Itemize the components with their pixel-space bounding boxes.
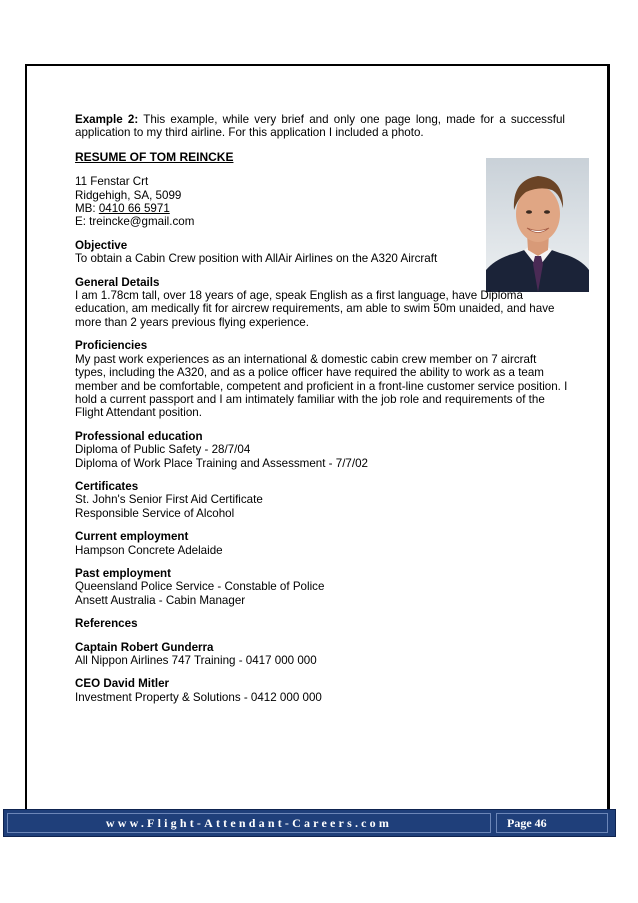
intro-text: This example, while very brief and only one page long, made for a successful application to my third airline. For this application I included a photo. bbox=[75, 113, 566, 140]
objective-heading: Objective bbox=[75, 238, 128, 252]
mobile-line bbox=[75, 202, 565, 215]
current-employment-heading: Current employment bbox=[75, 530, 189, 544]
reference-1-name: Captain Robert Gunderra bbox=[75, 640, 214, 654]
past-employment-line-1: Queensland Police Service - Constable of Police bbox=[75, 580, 325, 594]
general-details-line-2: education, am medically fit for aircrew requirements, am able to swim 50m unaided, and have bbox=[75, 302, 555, 316]
education-line-2: Diploma of Work Place Training and Assessment - 7/7/02 bbox=[75, 456, 368, 470]
address-line-1: 11 Fenstar Crt bbox=[75, 175, 149, 189]
current-employment-section bbox=[75, 530, 565, 557]
references-section bbox=[75, 617, 565, 630]
general-details-heading: General Details bbox=[75, 275, 160, 289]
certificates-heading: Certificates bbox=[75, 479, 139, 493]
past-employment-section bbox=[75, 567, 565, 607]
reference-2 bbox=[75, 677, 565, 704]
footer-website-link[interactable]: www.Flight-Attendant-Careers.com bbox=[7, 813, 491, 833]
email-line[interactable]: E: treincke@gmail.com bbox=[75, 215, 195, 229]
general-details-section bbox=[75, 276, 565, 330]
resume-content bbox=[75, 113, 568, 714]
page-footer bbox=[3, 809, 616, 837]
proficiencies-section bbox=[75, 339, 568, 420]
mobile-number-link[interactable]: 0410 66 5971 bbox=[98, 202, 170, 216]
education-line-1: Diploma of Public Safety - 28/7/04 bbox=[75, 443, 251, 457]
reference-2-detail: Investment Property & Solutions - 0412 000 000 bbox=[75, 690, 322, 704]
education-section bbox=[75, 430, 565, 470]
reference-2-name: CEO David Mitler bbox=[75, 677, 170, 691]
general-details-line-3: more than 2 years previous flying experience. bbox=[75, 315, 309, 329]
reference-1 bbox=[75, 641, 565, 668]
proficiencies-line-5: Flight Attendant position. bbox=[75, 406, 202, 420]
proficiencies-heading: Proficiencies bbox=[75, 339, 148, 353]
proficiencies-line-1: My past work experiences as an international & domestic cabin crew member on 7 aircraft bbox=[75, 352, 537, 366]
past-employment-heading: Past employment bbox=[75, 566, 171, 580]
reference-1-detail: All Nippon Airlines 747 Training - 0417 000 000 bbox=[75, 654, 317, 667]
proficiencies-line-3: member and be comfortable, competent and proficient in a front-line customer service position. I bbox=[75, 379, 568, 393]
education-heading: Professional education bbox=[75, 429, 203, 443]
certificates-section bbox=[75, 480, 565, 520]
mobile-label: MB: bbox=[75, 202, 99, 216]
footer-page-number: Page 46 bbox=[496, 813, 608, 833]
contact-block bbox=[75, 175, 565, 229]
resume-title: RESUME OF TOM REINCKE bbox=[75, 149, 234, 164]
past-employment-line-2: Ansett Australia - Cabin Manager bbox=[75, 593, 246, 607]
current-employment-line-1: Hampson Concrete Adelaide bbox=[75, 543, 223, 557]
general-details-line-1: I am 1.78cm tall, over 18 years of age, speak English as a first language, have Diploma bbox=[75, 289, 523, 303]
certificates-line-1: St. John's Senior First Aid Certificate bbox=[75, 493, 263, 507]
certificates-line-2: Responsible Service of Alcohol bbox=[75, 506, 235, 520]
proficiencies-line-4: hold a current passport and I am intimately familiar with the job role and requirements of the bbox=[75, 392, 545, 406]
objective-section bbox=[75, 239, 565, 266]
intro-label: Example 2: bbox=[75, 113, 139, 126]
address-line-2: Ridgehigh, SA, 5099 bbox=[75, 188, 182, 202]
intro-paragraph bbox=[75, 113, 565, 140]
proficiencies-line-2: types, including the A320, and as a police officer have required the ability to work as a team bbox=[75, 366, 544, 380]
objective-line-1: To obtain a Cabin Crew position with AllAir Airlines on the A320 Aircraft bbox=[75, 252, 438, 266]
references-heading: References bbox=[75, 617, 138, 631]
